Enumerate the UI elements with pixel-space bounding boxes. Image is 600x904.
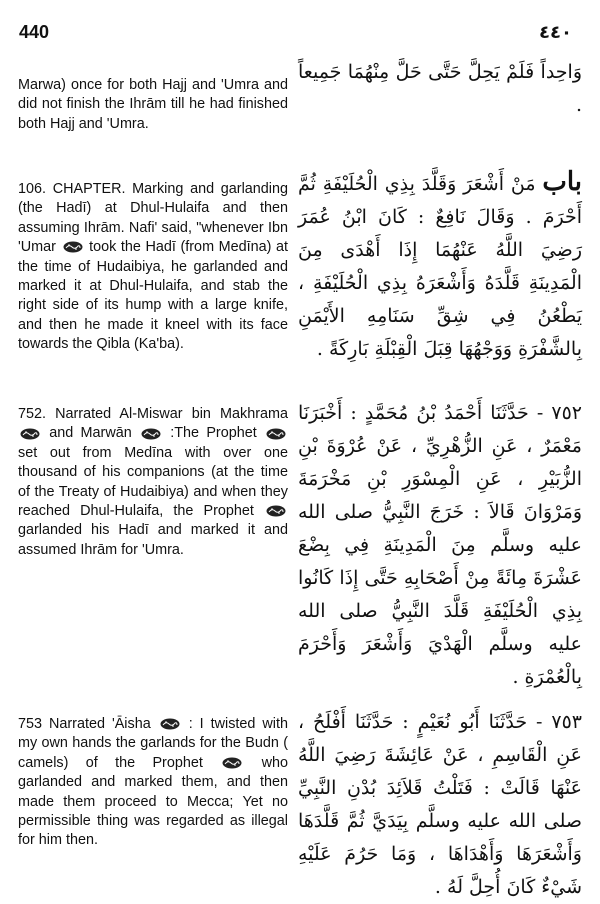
page-number-english: 440	[19, 22, 50, 42]
chapter-heading-bab: باب	[542, 167, 582, 197]
continuation-arabic	[298, 56, 582, 122]
hadith-753-text-2: : I twisted with my own hands the garlands for the Budn ( camels) of the Prophet	[18, 716, 289, 771]
honorific-seal-icon	[141, 428, 161, 440]
hadith-752-arabic-text: ٧٥٢ - حَدَّثَنَا أَحْمَدُ بْنُ مُحَمَّدٍ : أَخْبَرَنَا مَعْمَرٌ ، عَنِ الزُّهْرِيِّ ، عَنْ عُرْوَةَ بْنِ الزُّبَيْرِ ، عَنِ الْمِسْوَرِ بْنِ مَخْرَمَةَ وَمَرْوَانَ قَالاَ : خَرَجَ النَّبِيُّ صلى الله عليه وسلَّم مِنَ الْمَدِينَةِ فِي بِضْعَ عَشْرَةَ مِائَةً مِنْ أَصْحَابِهِ حَتَّى إِذَا كَانُوا بِذِي الْحُلَيْفَةِ قَلَّدَ النَّبِيُّ صلى الله عليه وسلَّم الْهَدْيَ وَأَشْعَرَ وَأَحْرَمَ بِالْعُمْرَةِ .	[298, 402, 582, 688]
hadith-752-text-3: :The Prophet	[170, 425, 257, 442]
chapter-106-arabic	[298, 166, 582, 366]
hadith-752-arabic	[298, 397, 582, 694]
hadith-753-english	[18, 715, 288, 851]
hadith-752-english	[18, 405, 288, 560]
honorific-seal-icon	[63, 241, 83, 253]
honorific-seal-icon	[20, 428, 40, 440]
hadith-752-text-4: set out from Medīna with over one thousand of his companions (at the time of the Treaty of Hudaibiya) and when they reached Dhul-Hulaifa, the Prophet	[18, 444, 288, 520]
honorific-seal-icon	[266, 505, 286, 517]
honorific-seal-icon	[160, 718, 180, 730]
continuation-text: Marwa) once for both Hajj and 'Umra and did not finish the Ihrām till he had finished both Hajj and 'Umra.	[18, 77, 288, 132]
hadith-752-text-5: garlanded his Hadī and marked it and assumed Ihrām for 'Umra.	[18, 522, 288, 558]
hadith-753-text-3: who garlanded and marked them, and then made them proceed to Mecca; Yet no permissible thing was regarded as illegal for him then.	[18, 754, 289, 849]
chapter-106-text-start: 106. CHAPTER. Marking and garlanding (the Hadī) at Dhul-Hulaifa and then assuming Ihrām. Nafi' said, "whenever Ibn 'Umar	[18, 181, 288, 256]
hadith-752-text-2: and Marwān	[49, 425, 132, 442]
honorific-seal-icon	[266, 428, 286, 440]
continuation-arabic-text: وَاحِداً فَلَمْ يَحِلَّ حَتَّى حَلَّ مِنْهُمَا جَمِيعاً .	[298, 61, 582, 116]
hadith-753-arabic	[298, 706, 582, 904]
hadith-753-text-1: 753 Narrated 'Āisha	[18, 716, 151, 732]
chapter-106-text-end: took the Hadī (from Medīna) at the time of Hudaibiya, he garlanded and marked it at Dhul-Hulaifa, and stab the right side of its hump with a large knife, and then he made it kneel with its face towards the Qibla (Ka'ba).	[18, 239, 289, 353]
hadith-752-text-1: 752. Narrated Al-Miswar bin Makhrama	[18, 406, 288, 422]
honorific-seal-icon	[222, 757, 242, 769]
continuation-english	[18, 76, 288, 134]
page-number-arabic: ٤٤٠	[539, 22, 572, 43]
chapter-106-english	[18, 180, 288, 355]
hadith-753-arabic-text: ٧٥٣ - حَدَّثَنَا أَبُو نُعَيْمٍ : حَدَّثَنَا أَفْلَحُ ، عَنِ الْقَاسِمِ ، عَنْ عَائِشَةَ رَضِيَ اللَّهُ عَنْهَا قَالَتْ : فَتَلْتُ قَلاَئِدَ بُدْنِ النَّبِيِّ صلى الله عليه وسلَّم بِيَدَيَّ ثُمَّ قَلَّدَهَا وَأَشْعَرَهَا وَأَهْدَاهَا ، وَمَا حَرُمَ عَلَيْهِ شَيْءٌ كَانَ أُحِلَّ لَهُ .	[298, 711, 582, 898]
chapter-106-arabic-text: مَنْ أَشْعَرَ وَقَلَّدَ بِذِي الْحُلَيْفَةِ ثُمَّ أَحْرَمَ . وَقَالَ نَافِعٌ : كَانَ ابْنُ عُمَرَ رَضِيَ اللَّهُ عَنْهُمَا إِذَا أَهْدَى مِنَ الْمَدِينَةِ قَلَّدَهُ وَأَشْعَرَهُ بِذِي الْحُلَيْفَةِ ، يَطْعُنُ فِي شِقِّ سَنَامِهِ الأَيْمَنِ بِالشَّفْرَةِ وَوَجْهُهَا قِبَلَ الْقِبْلَةِ بَارِكَةً .	[298, 173, 582, 360]
